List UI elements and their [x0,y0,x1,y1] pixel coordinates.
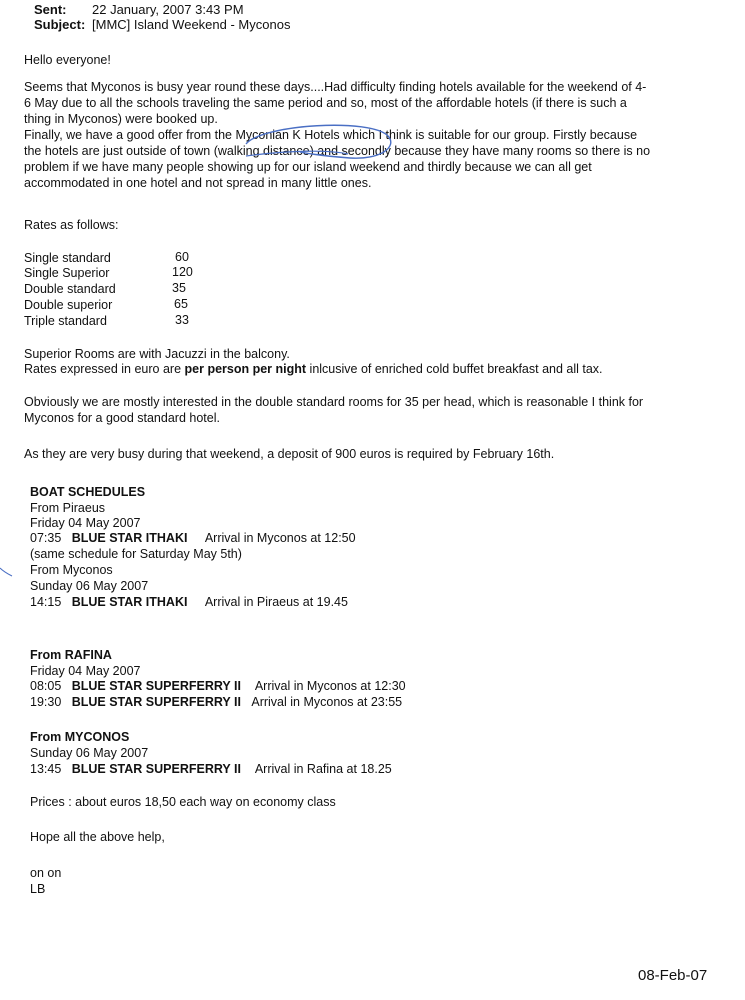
boat-heading [30,484,145,500]
same-schedule-note: (same schedule for Saturday May 5th) [30,547,242,561]
sent-value: 22 January, 2007 3:43 PM [92,2,244,17]
from-myconos: From Myconos [30,563,113,577]
rates-heading: Rates as follows: [24,218,119,232]
interest-line: Obviously we are mostly interested in the double standard rooms for 35 per head, which is reasonable I think for [24,395,644,409]
schedule-date: Friday 04 May 2007 [30,516,141,530]
sent-label: Sent: [34,2,67,17]
ship-name: BLUE STAR SUPERFERRY II [71,679,241,693]
intro-line: Seems that Myconos is busy year round these days....Had difficulty finding hotels available for the weekend of 4- [24,80,647,94]
rate-price: 60 [175,250,189,264]
schedule-date: Friday 04 May 2007 [30,664,141,678]
arrival-info: Arrival in Myconos at 12:50 [204,531,356,545]
rate-price: 33 [175,313,189,327]
ship-name: BLUE STAR ITHAKI [71,531,188,545]
rate-name: Triple standard [24,314,107,328]
arrival-info: Arrival in Rafina at 18.25 [254,762,392,776]
schedule-row [30,678,406,694]
from-rafina-text: From RAFINA [30,648,112,662]
signature: LB [30,882,46,896]
signoff: on on [30,866,62,880]
intro-line: thing in Myconos) were booked up. [24,112,218,126]
departure-time: 08:05 [30,679,62,693]
schedule-row [30,530,356,546]
rates-expressed [24,361,603,377]
ship-name: BLUE STAR ITHAKI [71,595,188,609]
schedule-row [30,594,348,610]
greeting: Hello everyone! [24,53,111,67]
rate-name: Double superior [24,298,113,312]
rates-expressed-text: inlcusive of enriched cold buffet breakfast and all tax. [306,362,603,376]
schedule-row [30,761,392,777]
departure-time: 07:35 [30,531,62,545]
closing-line: Hope all the above help, [30,830,165,844]
prices-note: Prices : about euros 18,50 each way on economy class [30,795,336,809]
from-piraeus: From Piraeus [30,501,106,515]
rate-price: 65 [174,297,188,311]
pen-margin-mark [0,568,12,576]
from-myconos-caps-text: From MYCONOS [30,730,130,744]
rate-price: 120 [172,265,193,279]
from-rafina [30,647,112,663]
intro-line: problem if we have many people showing up for our island weekend and thirdly because we can all get [24,160,592,174]
rates-expressed-emphasis: per person per night [184,362,307,376]
subject-value: [MMC] Island Weekend - Myconos [92,17,291,32]
intro-line: accommodated in one hotel and not spread in many little ones. [24,176,372,190]
boat-heading-text: BOAT SCHEDULES [30,485,146,499]
rate-name: Single Superior [24,266,110,280]
rate-name: Single standard [24,251,111,265]
departure-time: 13:45 [30,762,62,776]
schedule-date: Sunday 06 May 2007 [30,746,149,760]
arrival-info: Arrival in Myconos at 23:55 [251,695,403,709]
intro-paragraph [24,79,714,191]
subject-label: Subject: [34,17,86,32]
schedule-date: Sunday 06 May 2007 [30,579,149,593]
sent-row [34,2,244,18]
subject-row [34,17,290,33]
rate-name: Double standard [24,282,116,296]
ship-name: BLUE STAR SUPERFERRY II [71,695,241,709]
interest-paragraph [24,394,714,426]
interest-line: Myconos for a good standard hotel. [24,411,220,425]
departure-time: 19:30 [30,695,62,709]
superior-note: Superior Rooms are with Jacuzzi in the balcony. [24,347,290,361]
deposit-note: As they are very busy during that weekend, a deposit of 900 euros is required by February 16th. [24,447,555,461]
rate-price: 35 [172,281,186,295]
rates-expressed-text: Rates expressed in euro are [24,362,185,376]
arrival-info: Arrival in Myconos at 12:30 [254,679,406,693]
arrival-info: Arrival in Piraeus at 19.45 [204,595,348,609]
intro-line: the hotels are just outside of town (walking distance) and secondly because they have many rooms so there is no [24,144,651,158]
intro-line: 6 May due to all the schools traveling the same period and so, most of the affordable hotels (if there is such a [24,96,627,110]
date-stamp: 08-Feb-07 [638,967,708,984]
from-myconos-caps [30,729,129,745]
intro-line: Finally, we have a good offer from the Myconian K Hotels which I think is suitable for our group. Firstly because [24,128,638,142]
schedule-row [30,694,402,710]
ship-name: BLUE STAR SUPERFERRY II [71,762,241,776]
departure-time: 14:15 [30,595,62,609]
